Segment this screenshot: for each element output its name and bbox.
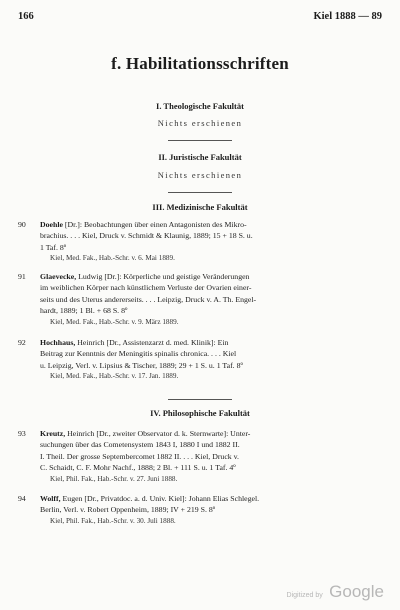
- entry-text: Ludwig [Dr.]: Körperliche und geistige Veränderungen: [78, 272, 250, 281]
- entry-source: Kiel, Med. Fak., Hab.-Schr. v. 9. März 1889.: [50, 317, 179, 326]
- section-divider: [168, 399, 232, 400]
- watermark-brand: Google: [329, 582, 384, 601]
- page-title: f. Habilitationsschriften: [111, 54, 289, 73]
- entry-number: 93: [18, 429, 26, 438]
- entry-text: brachius. . . . Kiel, Druck v. Schmidt & Klaunig, 1889; 15 + 18 S. u.: [40, 231, 253, 241]
- section-divider: [168, 140, 232, 141]
- section-note-theology: Nichts erschienen: [157, 118, 243, 128]
- entry-text: seits und des Uterus andererseits. . . . Leipzig, Druck v. A. Th. Engel-: [40, 294, 257, 304]
- google-watermark: [287, 582, 384, 602]
- author-name: Hochhaus,: [40, 338, 76, 347]
- author-name: Doehle: [40, 220, 63, 229]
- entry-text: suchungen über das Cometensystem 1843 I, 1880 I und 1882 II.: [40, 440, 240, 450]
- entry-text: Heinrich [Dr., zweiter Observator d. k. Sternwarte]: Unter-: [67, 429, 251, 438]
- entry-source: Kiel, Med. Fak., Hab.-Schr. v. 17. Jan. 1889.: [50, 372, 179, 381]
- entry-number: 94: [18, 494, 26, 503]
- section-heading-law: II. Juristische Fakultät: [158, 152, 242, 162]
- entry-text: Berlin, Verl. v. Robert Oppenheim, 1889; IV + 219 S. 8º: [40, 505, 216, 515]
- entry-source: Kiel, Phil. Fak., Hab.-Schr. v. 30. Juli 1888.: [50, 516, 176, 525]
- list-item: [18, 428, 384, 485]
- entry-text: hardt, 1889; 1 Bl. + 68 S. 8º: [40, 306, 128, 316]
- entry-text: I. Theil. Der grosse Septembercomet 1882 II. . . . Kiel, Druck v.: [40, 451, 239, 461]
- page-number: 166: [18, 11, 34, 22]
- entry-source: Kiel, Phil. Fak., Hab.-Schr. v. 27. Juni 1888.: [50, 474, 178, 483]
- list-item: [18, 271, 384, 328]
- entry-text: C. Schaidt, C. F. Mohr Nachf., 1888; 2 Bl. + 111 S. u. 1 Taf. 4º: [40, 463, 236, 473]
- running-title: Kiel 1888 — 89: [313, 11, 382, 22]
- entry-text: Beitrag zur Kenntnis der Meningitis spinalis chronica. . . . Kiel: [40, 349, 237, 359]
- author-name: Kreutz,: [40, 429, 66, 438]
- entry-text: Eugen [Dr., Privatdoc. a. d. Univ. Kiel]: Johann Elias Schlegel.: [62, 494, 260, 503]
- entry-text: 1 Taf. 8º: [40, 242, 67, 252]
- entry-text: Heinrich [Dr., Assistenzarzt d. med. Klinik]: Ein: [77, 338, 229, 347]
- entry-text: im weiblichen Körper nach künstlichem Verluste der Ovarien einer-: [40, 283, 252, 293]
- entry-number: 91: [18, 272, 26, 281]
- list-item: [18, 493, 384, 527]
- section-note-law: Nichts erschienen: [157, 170, 243, 180]
- entry-number: 90: [18, 220, 26, 229]
- list-item: [18, 337, 384, 383]
- running-header: [18, 11, 382, 25]
- entry-number: 92: [18, 338, 26, 347]
- section-divider: [168, 192, 232, 193]
- entry-text: u. Leipzig, Verl. v. Lipsius & Tischer, 1889; 29 + 1 S. u. 1 Taf. 8º: [40, 360, 243, 370]
- entry-text: [Dr.]: Beobachtungen über einen Antagonisten des Mikro-: [64, 220, 247, 229]
- entry-source: Kiel, Med. Fak., Hab.-Schr. v. 6. Mai 1889.: [50, 254, 175, 263]
- section-heading-philosophy: IV. Philosophische Fakultät: [150, 408, 250, 418]
- author-name: Wolff,: [40, 494, 61, 503]
- list-item: [18, 219, 384, 265]
- author-name: Glaevecke,: [40, 272, 77, 281]
- section-heading-medicine: III. Medizinische Fakultät: [152, 202, 248, 212]
- watermark-prefix: Digitized by: [286, 592, 323, 599]
- section-heading-theology: I. Theologische Fakultät: [156, 101, 244, 111]
